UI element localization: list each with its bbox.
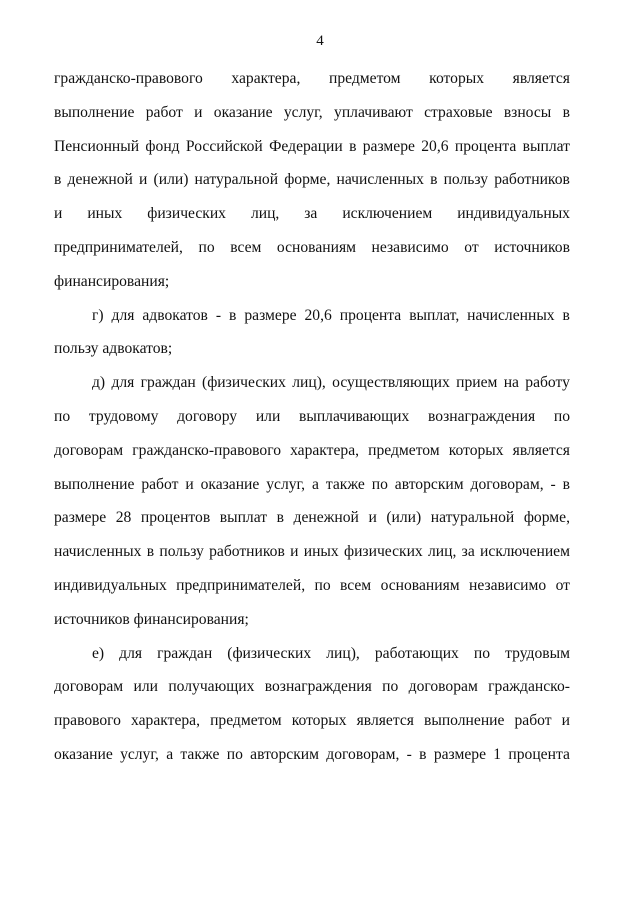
text-word: начисленных — [467, 306, 555, 324]
text-word: в — [276, 509, 284, 527]
text-word: натуральной — [194, 171, 279, 189]
text-word: работ — [145, 103, 183, 121]
text-line — [54, 130, 570, 164]
text-word: выплачивающих — [299, 407, 410, 425]
text-word: прием — [456, 374, 498, 392]
text-word: лиц, — [428, 543, 457, 561]
text-word: в — [419, 745, 427, 763]
text-word: оказание — [213, 103, 273, 121]
text-word: выплат — [219, 509, 268, 527]
text-word: индивидуальных — [54, 576, 167, 594]
text-word: авторским — [250, 745, 319, 763]
text-word: размере — [362, 137, 415, 155]
text-word: выплат — [522, 137, 570, 155]
text-word: для — [111, 374, 135, 392]
text-line — [54, 197, 570, 231]
text-word: по — [198, 238, 215, 256]
text-word: Российской — [185, 137, 263, 155]
text-word: - — [215, 306, 222, 324]
text-word: предпринимателей, — [176, 576, 306, 594]
text-word: договору — [177, 407, 238, 425]
text-word: лиц, — [250, 205, 280, 223]
text-word: физических — [343, 543, 423, 561]
text-word: по — [473, 644, 491, 662]
text-word: и — [185, 475, 194, 493]
text-word: денежной — [293, 509, 359, 527]
text-word: и — [194, 103, 203, 121]
text-word: фонд — [145, 137, 180, 155]
text-word: начисленных — [54, 543, 142, 561]
text-word: работников — [494, 171, 570, 189]
text-line — [54, 299, 570, 333]
text-word: размере — [433, 745, 486, 763]
text-word: пользу — [159, 543, 204, 561]
text-word: характера, — [231, 70, 301, 87]
text-word: является — [512, 441, 570, 459]
text-line — [54, 637, 570, 671]
text-word: гражданско- — [488, 678, 570, 696]
text-word: в — [430, 171, 438, 189]
text-word: является — [356, 712, 414, 730]
text-word: работающих — [374, 644, 459, 662]
text-word: выплат, — [409, 306, 460, 324]
document-body-text — [54, 62, 570, 772]
text-word: правового — [54, 712, 121, 730]
text-line — [54, 96, 570, 130]
text-line — [54, 535, 570, 569]
text-word: выполнение — [424, 712, 505, 730]
text-word: независимо — [469, 576, 547, 594]
text-word: в — [146, 543, 155, 561]
text-word: услуг, — [266, 475, 306, 493]
text-line — [54, 231, 570, 265]
text-word: выполнение — [54, 103, 135, 121]
text-word: предметом — [210, 712, 282, 730]
text-word: или — [255, 407, 281, 425]
text-word: договорам, — [326, 745, 400, 763]
text-word: уплачивают — [334, 103, 413, 121]
text-word: индивидуальных — [457, 205, 570, 223]
text-word: адвокатов — [142, 306, 208, 324]
text-word: которых — [429, 70, 485, 87]
text-word: 20,6 — [421, 137, 449, 155]
text-word: от — [464, 238, 479, 256]
text-word: за — [304, 205, 318, 223]
text-word: взносы — [503, 103, 552, 121]
text-word: работников — [209, 543, 285, 561]
text-line — [54, 468, 570, 502]
text-word: услуг, — [120, 745, 159, 763]
text-word: предметом — [368, 441, 440, 459]
text-word: за — [461, 543, 475, 561]
text-word: граждан — [140, 374, 196, 392]
text-word: г) — [92, 306, 104, 324]
text-word: а — [166, 745, 174, 763]
text-word: источников — [494, 238, 570, 256]
text-line — [54, 163, 570, 197]
text-word: основаниям — [276, 238, 356, 256]
text-word: Федерации — [269, 137, 343, 155]
text-word: - — [406, 745, 412, 763]
text-word: в — [562, 306, 570, 324]
text-word: в — [54, 171, 62, 189]
text-word: в — [229, 306, 237, 324]
text-word: также — [180, 745, 220, 763]
text-word: - — [550, 475, 556, 493]
text-word: оказание — [200, 475, 260, 493]
text-word: характера, — [290, 441, 360, 459]
text-word: работу — [525, 374, 570, 392]
text-word: договорам, — [470, 475, 544, 493]
text-word: (физических — [202, 374, 286, 392]
text-word: размере — [244, 306, 297, 324]
text-word: 1 — [493, 745, 502, 763]
text-word: по — [382, 678, 399, 696]
text-word: по — [553, 407, 570, 425]
text-word: основаниям — [380, 576, 460, 594]
text-word: 20,6 — [304, 306, 332, 324]
text-word: форме, — [284, 171, 331, 189]
text-word: процента — [508, 745, 570, 763]
text-word: иных — [87, 205, 123, 223]
text-word: договорам — [54, 441, 124, 459]
text-word: является — [512, 70, 570, 87]
text-word: размере — [54, 509, 107, 527]
text-word: лиц), — [326, 644, 360, 662]
text-word: вознаграждения — [428, 407, 536, 425]
text-word: е) — [92, 644, 105, 662]
text-word: форме, — [523, 509, 570, 527]
text-word: или — [133, 678, 158, 696]
text-word: и — [139, 171, 148, 189]
text-word: независимо — [371, 238, 449, 256]
text-word: денежной — [67, 171, 133, 189]
text-line — [54, 366, 570, 400]
text-word: авторским — [394, 475, 464, 493]
page-number: 4 — [316, 33, 324, 49]
text-word: вознаграждения — [264, 678, 372, 696]
text-word: от — [555, 576, 570, 594]
text-word: которых — [291, 712, 347, 730]
text-line — [54, 670, 570, 704]
text-word: характера, — [131, 712, 201, 730]
text-word: по — [54, 407, 71, 425]
text-word: которых — [448, 441, 504, 459]
text-line — [54, 501, 570, 535]
text-word: и — [290, 543, 299, 561]
text-word: иных — [303, 543, 339, 561]
text-word: оказание — [54, 745, 113, 763]
text-word: а — [312, 475, 319, 493]
text-word: (или) — [386, 509, 422, 527]
text-word: по — [314, 576, 331, 594]
text-line — [54, 434, 570, 468]
text-line: источников финансирования; — [54, 610, 249, 628]
text-word: также — [325, 475, 365, 493]
text-word: по — [226, 745, 243, 763]
text-word: процента — [454, 137, 517, 155]
text-word: физических — [147, 205, 226, 223]
text-word: гражданско-правового — [54, 70, 203, 87]
text-word: трудовому — [88, 407, 159, 425]
text-word: лиц), — [292, 374, 326, 392]
text-word: по — [371, 475, 388, 493]
text-word: граждан — [157, 644, 213, 662]
text-line — [54, 738, 570, 772]
text-word: работ — [514, 712, 552, 730]
text-word: работ — [141, 475, 179, 493]
text-word: начисленных — [336, 171, 424, 189]
text-word: и — [54, 205, 63, 223]
text-word: (или) — [153, 171, 189, 189]
text-line — [54, 400, 570, 434]
text-line — [54, 704, 570, 738]
text-line: финансирования; — [54, 272, 170, 290]
text-word: предметом — [328, 70, 401, 87]
text-word: осуществляющих — [332, 374, 450, 392]
text-word: всем — [340, 576, 372, 594]
text-word: договорам — [54, 678, 124, 696]
text-word: в — [562, 475, 570, 493]
text-word: в — [562, 103, 570, 121]
text-word: натуральной — [430, 509, 515, 527]
text-word: и — [368, 509, 377, 527]
text-word: и — [561, 712, 570, 730]
text-line — [54, 62, 570, 96]
text-word: трудовым — [505, 644, 570, 662]
text-word: 28 — [115, 509, 132, 527]
text-line: пользу адвокатов; — [54, 340, 173, 358]
text-word: всем — [230, 238, 262, 256]
text-word: договорам — [408, 678, 478, 696]
text-word: в — [349, 137, 357, 155]
text-word: исключением — [342, 205, 433, 223]
text-word: пользу — [443, 171, 489, 189]
text-word: гражданско-правового — [132, 441, 282, 459]
text-word: для — [119, 644, 143, 662]
text-word: процента — [339, 306, 402, 324]
text-word: на — [503, 374, 519, 392]
text-word: предпринимателей, — [54, 238, 183, 256]
text-word: процентов — [140, 509, 211, 527]
text-word: услуг, — [283, 103, 323, 121]
text-word: Пенсионный — [54, 137, 140, 155]
text-word: выполнение — [54, 475, 135, 493]
text-word: получающих — [168, 678, 255, 696]
text-word: страховые — [424, 103, 493, 121]
text-word: исключением — [480, 543, 570, 561]
text-word: (физических — [227, 644, 312, 662]
text-word: для — [111, 306, 135, 324]
text-word: д) — [92, 374, 106, 392]
text-line — [54, 569, 570, 603]
